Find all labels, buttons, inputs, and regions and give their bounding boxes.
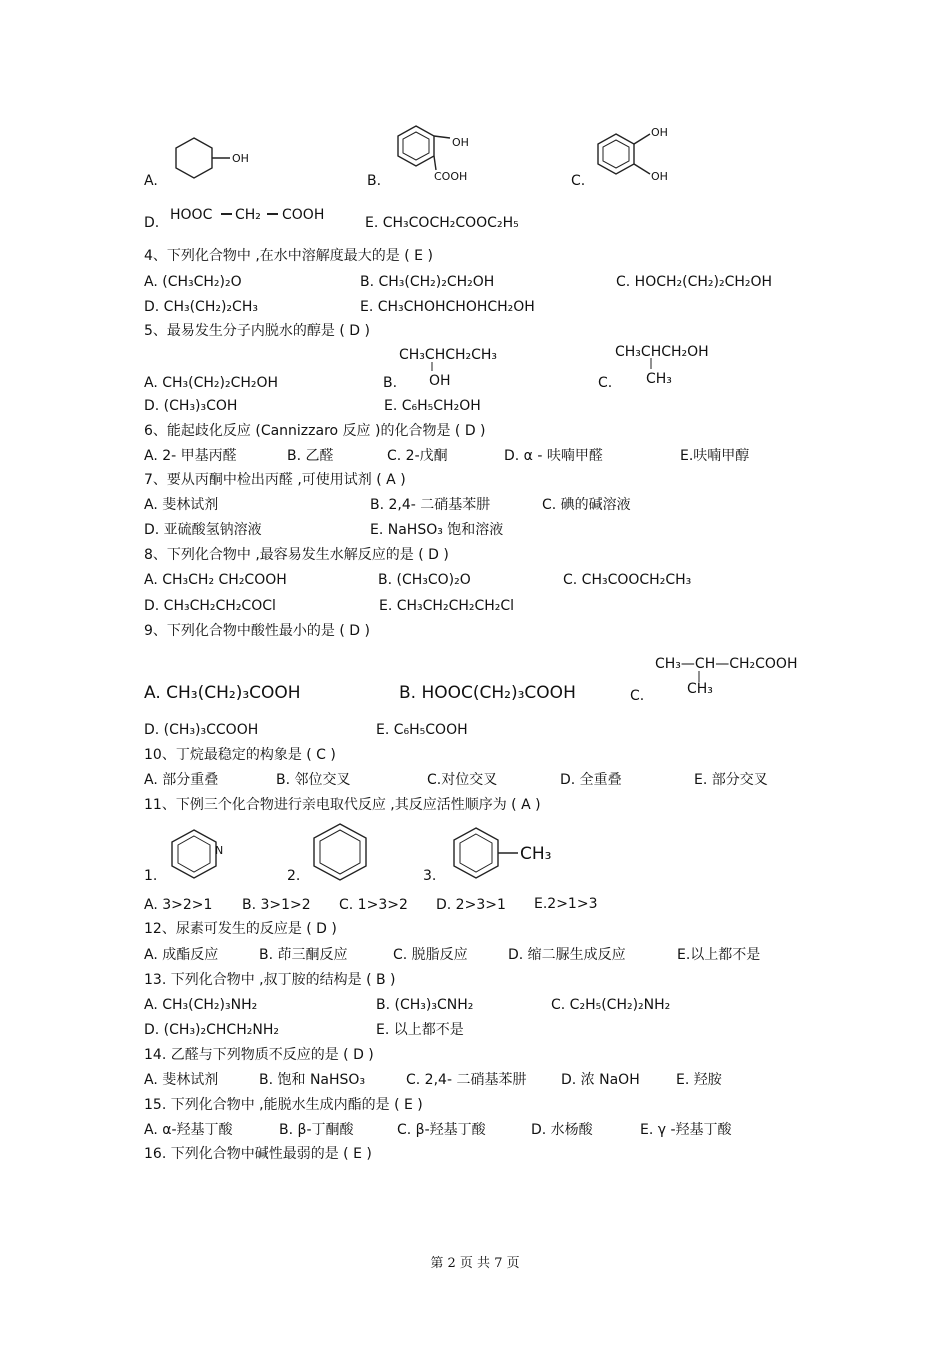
q11-stem: 11、下例三个化合物进行亲电取代反应 ,其反应活性顺序为 ( A ) (144, 797, 541, 813)
benzene-ring-icon (454, 828, 498, 878)
malonic-cooh: COOH (282, 207, 325, 223)
q10-option-d: D. 全重叠 (560, 772, 622, 788)
q10-option-c: C.对位交叉 (427, 772, 498, 788)
q12-option-d: D. 缩二脲生成反应 (508, 947, 626, 963)
q15-option-d: D. 水杨酸 (531, 1122, 593, 1138)
q7-option-c: C. 碘的碱溶液 (542, 497, 631, 513)
q5-option-a: A. CH₃(CH₂)₂CH₂OH (144, 375, 279, 391)
q6-option-a: A. 2- 甲基丙醛 (144, 448, 237, 464)
q8-option-b: B. (CH₃CO)₂O (378, 572, 471, 588)
salicylic-acid-structure (392, 120, 492, 190)
q12-option-e: E.以上都不是 (677, 947, 761, 963)
q5-option-c: C. (598, 375, 613, 391)
bond-dash (220, 206, 234, 224)
q7-stem: 7、要从丙酮中检出丙醛 ,可使用试剂 ( A ) (144, 472, 406, 488)
catechol-oh-1: OH (651, 126, 668, 139)
pyridine-structure (166, 826, 236, 882)
toluene-structure (446, 826, 522, 882)
salicylic-oh: OH (452, 136, 469, 149)
q9-c-formula-bottom: CH₃ (687, 681, 713, 697)
q16-stem: 16. 下列化合物中碱性最弱的是 ( E ) (144, 1146, 372, 1162)
q5-c-formula-top: CH₃CHCH₂OH (615, 344, 709, 360)
phenol-oh: OH (232, 152, 249, 165)
q4-option-a: A. (CH₃CH₂)₂O (144, 274, 242, 290)
q11-label-1: 1. (144, 868, 158, 884)
q7-option-a: A. 斐林试剂 (144, 497, 219, 513)
q14-option-e: E. 羟胺 (676, 1072, 722, 1088)
q4-stem: 4、下列化合物中 ,在水中溶解度最大的是 ( E ) (144, 248, 433, 264)
q14-option-d: D. 浓 NaOH (561, 1072, 640, 1088)
q5-option-b: B. (383, 375, 398, 391)
q11-option-d: D. 2>3>1 (436, 897, 506, 913)
option-c-label: C. (571, 173, 586, 189)
q5-c-formula-bottom: CH₃ (646, 371, 672, 387)
benzene-ring-icon (176, 138, 212, 178)
q9-option-a: A. CH₃(CH₂)₃COOH (144, 683, 301, 703)
q11-option-b: B. 3>1>2 (242, 897, 311, 913)
q9-option-e: E. C₆H₅COOH (376, 722, 468, 738)
benzene-structure (310, 822, 374, 882)
q12-option-a: A. 成酯反应 (144, 947, 219, 963)
q8-option-e: E. CH₃CH₂CH₂CH₂Cl (379, 598, 515, 614)
q8-stem: 8、下列化合物中 ,最容易发生水解反应的是 ( D ) (144, 547, 449, 563)
q15-option-c: C. β-羟基丁酸 (397, 1122, 486, 1138)
q4-option-b: B. CH₃(CH₂)₂CH₂OH (360, 274, 495, 290)
q13-stem: 13. 下列化合物中 ,叔丁胺的结构是 ( B ) (144, 972, 396, 988)
q9-option-c: C. (630, 688, 645, 704)
q14-option-c: C. 2,4- 二硝基苯肼 (406, 1072, 527, 1088)
q5-b-formula-top: CH₃CHCH₂CH₃ (399, 347, 498, 363)
q4-option-d: D. CH₃(CH₂)₂CH₃ (144, 299, 258, 315)
q11-option-a: A. 3>2>1 (144, 897, 213, 913)
q13-option-a: A. CH₃(CH₂)₃NH₂ (144, 997, 258, 1013)
q5-b-formula-bottom: OH (429, 373, 451, 389)
q5-option-d: D. (CH₃)₃COH (144, 398, 238, 414)
q9-option-d: D. (CH₃)₃CCOOH (144, 722, 259, 738)
q13-option-d: D. (CH₃)₂CHCH₂NH₂ (144, 1022, 279, 1038)
q8-option-c: C. CH₃COOCH₂CH₃ (563, 572, 692, 588)
bond-dash (266, 206, 280, 224)
toluene-ch3: CH₃ (520, 844, 552, 864)
q4-option-c: C. HOCH₂(CH₂)₂CH₂OH (616, 274, 773, 290)
q11-label-2: 2. (287, 868, 301, 884)
q7-option-e: E. NaHSO₃ 饱和溶液 (370, 522, 504, 538)
q6-stem: 6、能起歧化反应 (Cannizzaro 反应 )的化合物是 ( D ) (144, 423, 486, 439)
q5-stem: 5、最易发生分子内脱水的醇是 ( D ) (144, 323, 370, 339)
q6-option-d: D. α - 呋喃甲醛 (504, 448, 603, 464)
option-a-label: A. (144, 173, 158, 189)
q6-option-e: E.呋喃甲醇 (680, 448, 750, 464)
q11-label-3: 3. (423, 868, 437, 884)
q7-option-d: D. 亚硫酸氢钠溶液 (144, 522, 262, 538)
option-e: E. CH₃COCH₂COOC₂H₅ (365, 215, 519, 231)
q12-option-c: C. 脱脂反应 (393, 947, 468, 963)
q15-stem: 15. 下列化合物中 ,能脱水生成内酯的是 ( E ) (144, 1097, 423, 1113)
q8-option-a: A. CH₃CH₂ CH₂COOH (144, 572, 287, 588)
pyridine-ring-icon (172, 830, 216, 878)
q8-option-d: D. CH₃CH₂CH₂COCl (144, 598, 276, 614)
pyridine-n: N (215, 844, 224, 857)
q10-option-b: B. 邻位交叉 (276, 772, 351, 788)
option-b-label: B. (367, 173, 382, 189)
q10-option-e: E. 部分交叉 (694, 772, 768, 788)
q14-option-b: B. 饱和 NaHSO₃ (259, 1072, 366, 1088)
q14-stem: 14. 乙醛与下列物质不反应的是 ( D ) (144, 1047, 374, 1063)
q11-option-e: E.2>1>3 (534, 896, 598, 912)
q15-option-e: E. γ -羟基丁酸 (640, 1122, 732, 1138)
q6-option-c: C. 2-戊酮 (387, 448, 448, 464)
malonic-ch2: CH₂ (235, 207, 261, 223)
q9-option-b: B. HOOC(CH₂)₃COOH (399, 683, 576, 703)
q13-option-b: B. (CH₃)₃CNH₂ (376, 997, 474, 1013)
q9-stem: 9、下列化合物中酸性最小的是 ( D ) (144, 623, 370, 639)
q6-option-b: B. 乙醛 (287, 448, 334, 464)
q5-option-e: E. C₆H₅CH₂OH (384, 398, 481, 414)
catechol-oh-2: OH (651, 170, 668, 183)
q9-c-formula-top: CH₃—CH—CH₂COOH (655, 656, 798, 672)
q10-stem: 10、丁烷最稳定的构象是 ( C ) (144, 747, 336, 763)
q12-option-b: B. 茚三酮反应 (259, 947, 348, 963)
bond-vertical (649, 358, 653, 370)
salicylic-cooh: COOH (434, 170, 468, 183)
bond-vertical (430, 362, 434, 372)
q15-option-b: B. β-丁酮酸 (279, 1122, 354, 1138)
page-footer: 第 2 页 共 7 页 (430, 1256, 520, 1271)
phenol-structure (168, 134, 258, 184)
q14-option-a: A. 斐林试剂 (144, 1072, 219, 1088)
q4-option-e: E. CH₃CHOHCHOHCH₂OH (360, 299, 535, 315)
q7-option-b: B. 2,4- 二硝基苯肼 (370, 497, 491, 513)
malonic-hooc: HOOC (170, 207, 213, 223)
q15-option-a: A. α-羟基丁酸 (144, 1122, 233, 1138)
q10-option-a: A. 部分重叠 (144, 772, 219, 788)
option-d-label: D. (144, 215, 160, 231)
catechol-structure (592, 122, 692, 188)
q12-stem: 12、尿素可发生的反应是 ( D ) (144, 921, 337, 937)
q13-option-e: E. 以上都不是 (376, 1022, 464, 1038)
benzene-ring-icon (314, 824, 366, 880)
q13-option-c: C. C₂H₅(CH₂)₂NH₂ (551, 997, 671, 1013)
q11-option-c: C. 1>3>2 (339, 897, 408, 913)
